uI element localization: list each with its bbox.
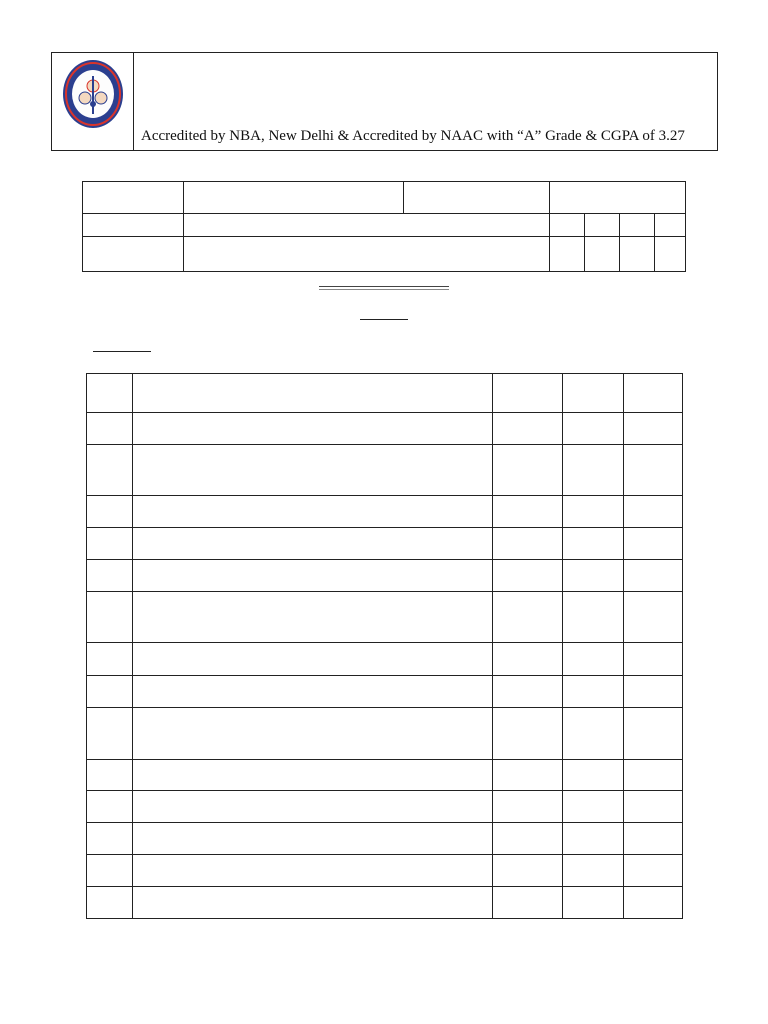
table-cell [624, 855, 683, 887]
table-cell [563, 374, 624, 413]
index-table [86, 373, 683, 919]
table-cell [133, 791, 493, 823]
table-cell [133, 760, 493, 791]
table-cell [624, 760, 683, 791]
table-cell [493, 374, 563, 413]
table-cell [563, 791, 624, 823]
table-cell [133, 496, 493, 528]
table-row [87, 643, 683, 676]
table-cell [87, 374, 133, 413]
table-cell [624, 823, 683, 855]
table-cell [493, 791, 563, 823]
table-cell [563, 676, 624, 708]
table-cell [493, 708, 563, 760]
info-cell [585, 237, 620, 272]
table-row [87, 887, 683, 919]
table-cell [87, 643, 133, 676]
table-cell [87, 760, 133, 791]
table-cell [87, 445, 133, 496]
table-cell [563, 413, 624, 445]
table-cell [493, 528, 563, 560]
table-cell [624, 708, 683, 760]
table-row [87, 823, 683, 855]
table-cell [493, 592, 563, 643]
table-cell [563, 592, 624, 643]
table-row [87, 560, 683, 592]
table-cell [563, 560, 624, 592]
table-cell [133, 708, 493, 760]
table-cell [563, 708, 624, 760]
table-cell [624, 592, 683, 643]
subtitle-underline [360, 319, 408, 320]
table-row [87, 374, 683, 413]
table-cell [493, 560, 563, 592]
table-cell [624, 643, 683, 676]
table-cell [493, 643, 563, 676]
table-cell [87, 413, 133, 445]
table-cell [624, 528, 683, 560]
table-cell [87, 791, 133, 823]
table-cell [563, 887, 624, 919]
info-cell [184, 237, 550, 272]
table-cell [133, 823, 493, 855]
table-row [87, 676, 683, 708]
info-cell [585, 214, 620, 237]
table-cell [493, 887, 563, 919]
table-cell [493, 445, 563, 496]
table-cell [133, 560, 493, 592]
institution-logo [51, 52, 134, 151]
index-table-body [87, 374, 683, 919]
info-cell [620, 214, 655, 237]
info-cell [404, 182, 550, 214]
table-row [87, 855, 683, 887]
table-cell [133, 374, 493, 413]
table-cell [133, 676, 493, 708]
table-cell [87, 496, 133, 528]
table-cell [624, 374, 683, 413]
info-cell [550, 214, 585, 237]
table-cell [624, 676, 683, 708]
table-row [87, 496, 683, 528]
table-row [87, 760, 683, 791]
table-cell [493, 413, 563, 445]
table-cell [563, 445, 624, 496]
info-cell [550, 237, 585, 272]
course-info-table [82, 181, 686, 272]
table-cell [87, 560, 133, 592]
table-cell [87, 823, 133, 855]
info-cell [550, 182, 686, 214]
title-underline-double [319, 289, 449, 290]
table-cell [133, 413, 493, 445]
table-cell [563, 855, 624, 887]
table-cell [493, 855, 563, 887]
table-row [87, 708, 683, 760]
table-cell [87, 676, 133, 708]
info-cell [184, 214, 550, 237]
table-cell [493, 676, 563, 708]
table-cell [624, 413, 683, 445]
table-cell [133, 592, 493, 643]
table-cell [493, 823, 563, 855]
table-row [87, 413, 683, 445]
table-cell [133, 855, 493, 887]
info-cell [655, 214, 686, 237]
table-cell [563, 643, 624, 676]
table-cell [624, 560, 683, 592]
table-cell [133, 528, 493, 560]
table-cell [624, 887, 683, 919]
table-row [87, 528, 683, 560]
table-cell [563, 496, 624, 528]
table-cell [87, 592, 133, 643]
table-cell [624, 496, 683, 528]
section-underline [93, 351, 151, 352]
info-cell [655, 237, 686, 272]
table-cell [87, 708, 133, 760]
table-cell [133, 445, 493, 496]
info-cell [184, 182, 404, 214]
table-row [87, 791, 683, 823]
table-cell [87, 528, 133, 560]
table-cell [624, 791, 683, 823]
table-cell [133, 887, 493, 919]
info-cell [620, 237, 655, 272]
info-cell [83, 182, 184, 214]
table-cell [624, 445, 683, 496]
table-cell [563, 760, 624, 791]
table-cell [87, 887, 133, 919]
table-cell [563, 528, 624, 560]
table-cell [563, 823, 624, 855]
table-row [87, 592, 683, 643]
accreditation-text: Accredited by NBA, New Delhi & Accredited by NAAC with “A” Grade & CGPA of 3.27 [141, 128, 685, 144]
table-cell [133, 643, 493, 676]
info-cell [83, 214, 184, 237]
table-cell [87, 855, 133, 887]
info-cell [83, 237, 184, 272]
table-cell [493, 760, 563, 791]
logo-cell [51, 52, 134, 151]
title-underline [319, 286, 449, 287]
table-cell [493, 496, 563, 528]
table-row [87, 445, 683, 496]
